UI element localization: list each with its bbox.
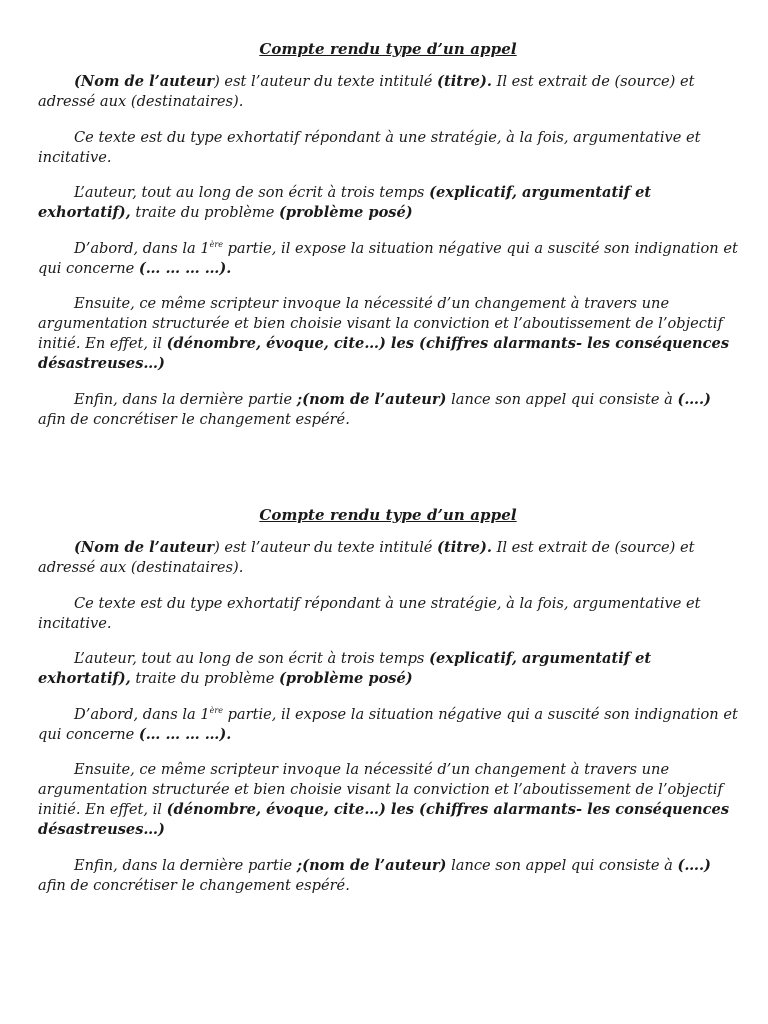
bold-segment: (Nom de l’auteur (74, 539, 215, 556)
superscript: ère (209, 239, 223, 249)
bold-segment: ;(nom de l’auteur) (296, 856, 447, 874)
paragraph-text-type (38, 594, 738, 634)
document-title: Compte rendu type d’un appel (259, 506, 517, 524)
paragraph-conclusion (38, 390, 738, 430)
report-template-block (38, 40, 738, 445)
paragraph-first-part (38, 239, 738, 279)
bold-segment: (explicatif, argumentatif et exhortatif), (38, 650, 652, 687)
paragraph-structure (38, 649, 738, 689)
bold-segment: (dénombre, évoque, cite…) les (chiffres alarmants- les conséquences désastreuses…) (38, 335, 730, 372)
bold-segment: (explicatif, argumentatif et exhortatif), (38, 184, 652, 221)
text-segment: L’auteur, tout au long de son écrit à trois temps (74, 184, 430, 201)
paragraph-text-type (38, 128, 738, 168)
superscript: ère (209, 705, 223, 715)
bold-segment: (titre). (437, 539, 492, 556)
paragraph-introduction (38, 538, 738, 578)
text-segment: L’auteur, tout au long de son écrit à trois temps (74, 650, 430, 667)
bold-segment: (… … … …). (138, 725, 232, 743)
bold-segment: (problème posé) (279, 670, 413, 687)
text-segment: Enfin, dans la dernière partie (74, 390, 297, 408)
paragraph-second-part (38, 294, 738, 374)
bold-segment: (titre). (437, 73, 492, 90)
text-segment: Il est extrait de (source) et adressé aux (destinataires). (38, 539, 695, 576)
bold-segment: (….) (677, 856, 711, 874)
text-segment: traite du problème (130, 204, 279, 221)
paragraph-structure (38, 183, 738, 223)
text-segment: Il est extrait de (source) et adressé aux (destinataires). (38, 73, 695, 110)
text-segment: partie, il expose la situation négative qui a suscité son indignation et qui concerne (38, 705, 738, 743)
report-template-block (38, 506, 738, 911)
bold-segment: ;(nom de l’auteur) (296, 390, 447, 408)
text-segment: traite du problème (130, 670, 279, 687)
text-segment: Ce texte est du type exhortatif répondant à une stratégie, à la fois, argumentative et incitative. (38, 128, 701, 166)
text-segment: partie, il expose la situation négative qui a suscité son indignation et qui concerne (38, 239, 738, 277)
paragraph-introduction (38, 72, 738, 112)
bold-segment: (… … … …). (138, 259, 232, 277)
text-segment: ) est l’auteur du texte intitulé (214, 73, 438, 90)
paragraph-conclusion (38, 856, 738, 896)
bold-segment: (problème posé) (279, 204, 413, 221)
document-title: Compte rendu type d’un appel (259, 40, 517, 58)
text-segment: Ce texte est du type exhortatif répondant à une stratégie, à la fois, argumentative et incitative. (38, 594, 701, 632)
text-segment: Ensuite, ce même scripteur invoque la nécessité d’un changement à travers une argumentation structurée et bien choisie visant la conviction et l’aboutissement de l’objectif initié. En effet, il (38, 295, 723, 352)
paragraph-second-part (38, 760, 738, 840)
text-segment: ) est l’auteur du texte intitulé (214, 539, 438, 556)
text-segment: lance son appel qui consiste à (446, 856, 678, 874)
text-segment: Ensuite, ce même scripteur invoque la nécessité d’un changement à travers une argumentation structurée et bien choisie visant la conviction et l’aboutissement de l’objectif initié. En effet, il (38, 761, 723, 818)
text-segment: lance son appel qui consiste à (446, 390, 678, 408)
bold-segment: (dénombre, évoque, cite…) les (chiffres alarmants- les conséquences désastreuses…) (38, 801, 730, 838)
text-segment: D’abord, dans la 1 (74, 239, 210, 257)
text-segment: D’abord, dans la 1 (74, 705, 210, 723)
bold-segment: (….) (677, 390, 711, 408)
text-segment: afin de concrétiser le changement espéré. (38, 876, 350, 894)
paragraph-first-part (38, 705, 738, 745)
text-segment: Enfin, dans la dernière partie (74, 856, 297, 874)
bold-segment: (Nom de l’auteur (74, 73, 215, 90)
text-segment: afin de concrétiser le changement espéré. (38, 410, 350, 428)
